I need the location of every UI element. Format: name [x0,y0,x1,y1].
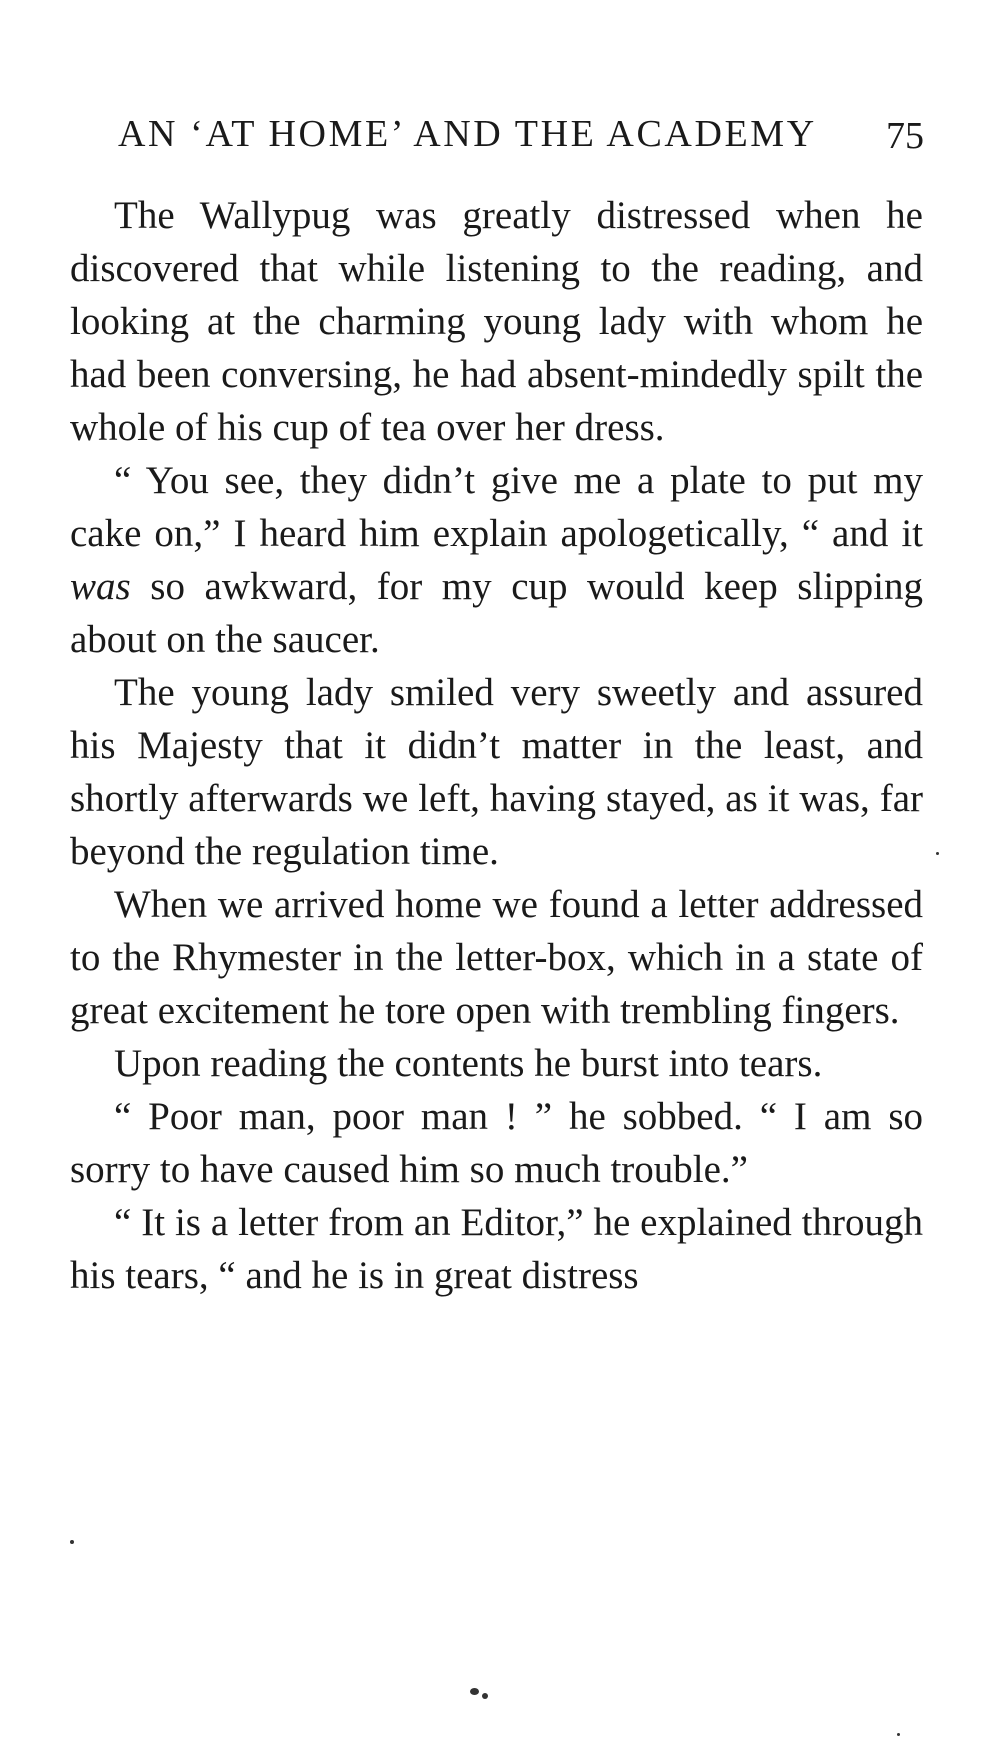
body-text [70,189,923,1302]
scan-speck [936,852,939,855]
paragraph-2-emphasis: was [70,565,131,608]
paragraph-4: When we arrived home we found a letter addressed to the Rhymester in the letter-box, which in a state of great excitement he tore open with trembling fingers. [70,883,923,1032]
paragraph-3: The young lady smiled very sweetly and assured his Majesty that it didn’t matter in the least, and shortly afterwards we left, having stayed, as it was, far beyond the regulation time. [70,671,923,873]
paragraph-2 [70,454,923,666]
running-header [118,108,924,160]
scan-speck [482,1693,488,1699]
running-title: AN ‘AT HOME’ AND THE ACADEMY [118,113,817,155]
scan-speck [897,1733,900,1736]
paragraph-2-after: so awkward, for my cup would keep slipping about on the saucer. [70,565,923,661]
paragraph-7: “ It is a letter from an Editor,” he explained through his tears, “ and he is in great distress [70,1201,923,1297]
paragraph-6: “ Poor man, poor man ! ” he sobbed. “ I am so sorry to have caused him so much trouble.” [70,1095,923,1191]
scan-speck [70,1540,74,1544]
page-number: 75 [886,115,924,157]
scan-speck [470,1688,479,1695]
paragraph-2-before: “ You see, they didn’t give me a plate to put my cake on,” I heard him explain apologetically, “ and it [70,459,923,555]
paragraph-5: Upon reading the contents he burst into tears. [114,1042,823,1085]
paragraph-1: The Wallypug was greatly distressed when he discovered that while listening to the reading, and looking at the charming young lady with whom he had been conversing, he had absent-mindedly spilt the whole of his cup of tea over her dress. [70,194,923,449]
